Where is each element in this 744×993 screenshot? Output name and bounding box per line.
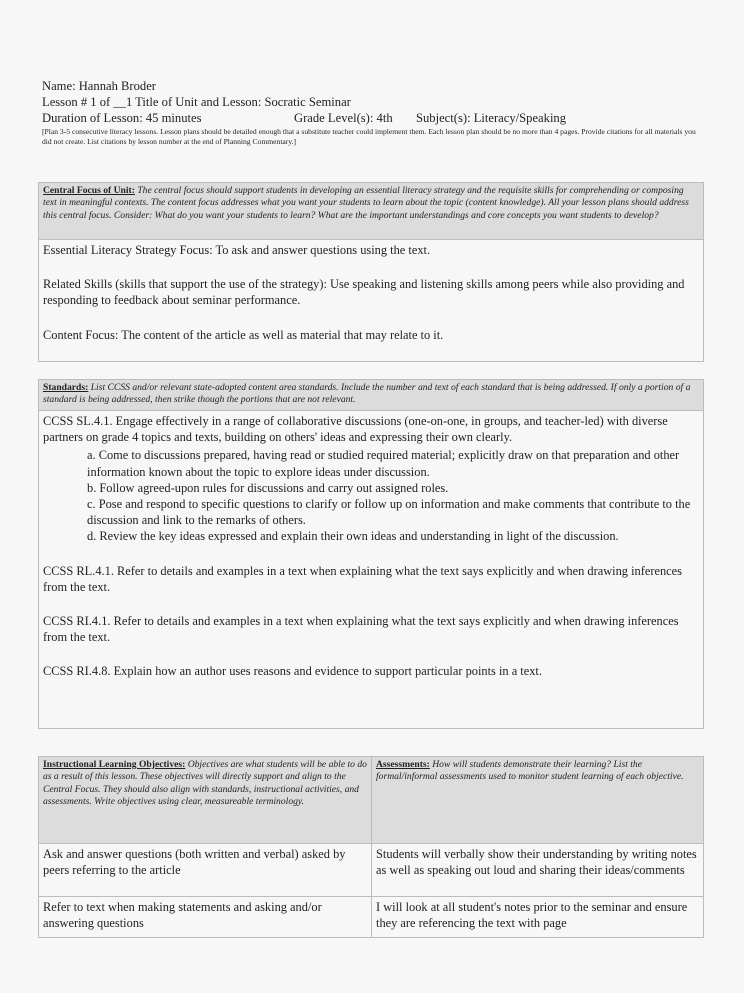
objective-cell: Refer to text when making statements and asking and/or answering questions [43,900,322,930]
central-focus-section [38,182,704,362]
lesson-meta-row [42,110,707,126]
central-focus-body [39,240,703,345]
lesson-duration: Duration of Lesson: 45 minutes [42,111,202,125]
objective-cell: Ask and answer questions (both written and verbal) asked by peers referring to the article [43,847,346,877]
central-focus-label: Central Focus of Unit: [43,185,135,196]
related-skills: Related Skills (skills that support the use of the strategy): Use speaking and listening skills among peers while also providing and responding to feedback about seminar performance. [43,277,685,308]
table-row [39,844,703,897]
standard-sl-4-1: CCSS SL.4.1. Engage effectively in a range of collaborative discussions (one-on-one, in groups, and teacher-led) with diverse partners on grade 4 topics and texts, building on others' ideas and expressing their own clearly. [43,414,668,445]
table-header-row [39,757,703,844]
lesson-header [42,78,707,147]
planning-instructions: [Plan 3-5 consecutive literacy lessons. Lesson plans should be detailed enough that a substitute teacher could implement them. Each lesson plan should be no more than 4 pages. Provide citations for all materials you did not create. List citations by lesson number at the end of Planning Commentary.] [42,127,696,146]
standard-ri-4-1: CCSS RI.4.1. Refer to details and examples in a text when explaining what the text says explicitly and when drawing inferences from the text. [43,614,679,645]
central-focus-prompt: Central Focus of Unit: The central focus should support students in developing an essential literacy strategy and the requisite skills for comprehending or composing text in meaningful contexts. The content focus addresses what you want your students to learn about the topic (content knowledge). All your lesson plans should address this central focus. Consider: What do you want your students to learn? What are the important understandings and core concepts you want students to develop? [39,183,703,240]
assessments-header: Assessments: How will students demonstrate their learning? List the formal/informal assessments used to monitor student learning of each objective. [371,757,703,843]
standards-body [39,411,703,682]
assessment-cell: Students will verbally show their understanding by writing notes as well as speaking out loud and sharing their ideas/comments [371,844,703,896]
objectives-header: Instructional Learning Objectives: Objectives are what students will be able to do as a result of this lesson. These objectives will directly support and align to the Central Focus. They should also align with standards, instructional activities, and assessments. Write objectives using clear, measureable terminology. [39,757,371,843]
standard-sl-substandards [43,447,699,544]
standard-rl-4-1: CCSS RL.4.1. Refer to details and examples in a text when explaining what the text says explicitly and when drawing inferences from the text. [43,563,682,594]
standard-ri-4-8: CCSS RI.4.8. Explain how an author uses reasons and evidence to support particular points in a text. [43,664,542,679]
grade-level: Grade Level(s): 4th [294,111,393,125]
assessment-cell: I will look at all student's notes prior to the seminar and ensure they are referencing the text with page [371,897,703,937]
standards-prompt: Standards: List CCSS and/or relevant state-adopted content area standards. Include the number and text of each standard that is being addressed. If only a portion of a standard is being addressed, then strike though the portions that are not relevant. [39,380,703,411]
standard-sl-4-1-d: d. Review the key ideas expressed and explain their own ideas and understanding in light of the discussion. [87,529,619,544]
assessments-label: Assessments: [376,759,430,770]
standard-sl-4-1-a: a. Come to discussions prepared, having read or studied required material; explicitly draw on that preparation and other information known about the topic to explore ideas under discussion. [87,448,680,479]
standard-sl-4-1-c: c. Pose and respond to specific questions to clarify or follow up on information and make comments that contribute to the discussion and link to the remarks of others. [87,497,691,528]
standards-section [38,379,704,729]
lesson-title: Lesson # 1 of __1 Title of Unit and Lesson: Socratic Seminar [42,95,351,109]
standard-sl-4-1-b: b. Follow agreed-upon rules for discussions and carry out assigned roles. [87,480,449,495]
teacher-name: Name: Hannah Broder [42,79,157,93]
content-focus: Content Focus: The content of the article as well as material that may relate to it. [43,327,444,342]
subject: Subject(s): Literacy/Speaking [416,111,567,125]
objectives-assessments-table [38,756,704,938]
table-row [39,897,703,937]
standards-label: Standards: [43,382,89,393]
literacy-strategy: Essential Literacy Strategy Focus: To ask and answer questions using the text. [43,243,431,257]
objectives-label: Instructional Learning Objectives: [43,759,186,770]
